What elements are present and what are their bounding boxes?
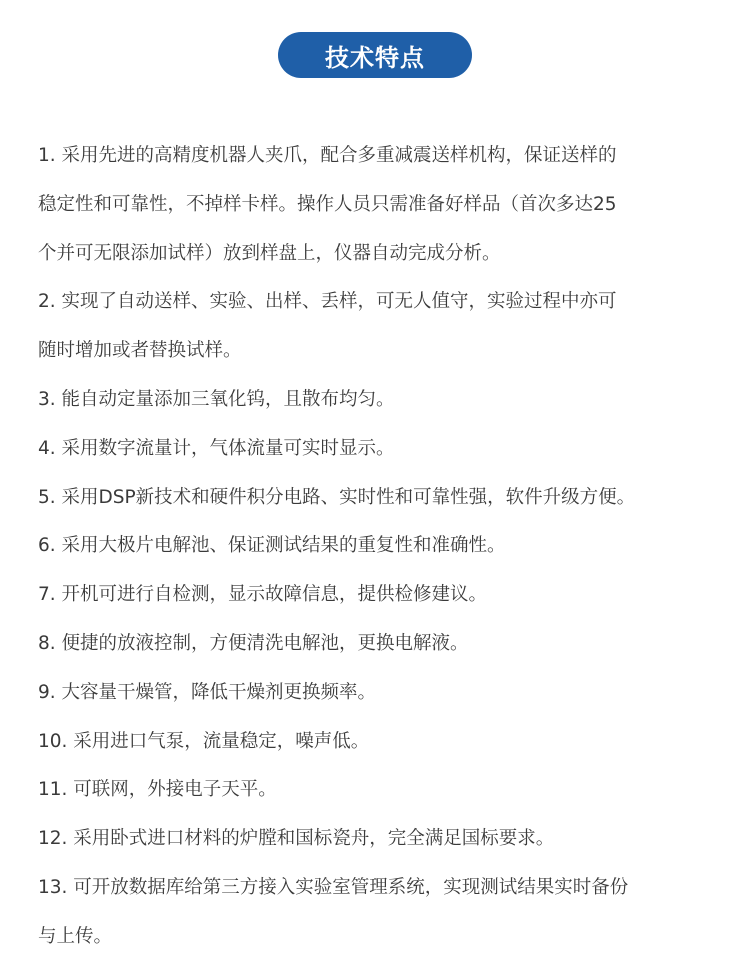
feature-item [38, 474, 728, 523]
feature-line: 13. 可开放数据库给第三方接入实验室管理系统，实现测试结果实时备份 [38, 876, 629, 898]
feature-line: 11. 可联网，外接电子天平。 [38, 779, 277, 801]
feature-line: 随时增加或者替换试样。 [38, 340, 242, 362]
header [0, 32, 750, 78]
feature-line: 3. 能自动定量添加三氧化钨，且散布均匀。 [38, 388, 395, 410]
feature-line: 8. 便捷的放液控制，方便清洗电解池，更换电解液。 [38, 632, 469, 654]
feature-line: 7. 开机可进行自检测，显示故障信息，提供检修建议。 [38, 584, 488, 606]
feature-item [38, 278, 728, 376]
feature-item [38, 571, 728, 620]
feature-item [38, 766, 728, 815]
feature-line: 1. 采用先进的高精度机器人夹爪，配合多重减震送样机构，保证送样的 [38, 145, 617, 166]
feature-item [38, 718, 728, 767]
feature-item [38, 376, 728, 425]
feature-item [38, 815, 728, 864]
feature-item [38, 864, 728, 962]
feature-line: 10. 采用进口气泵，流量稳定，噪声低。 [38, 730, 370, 752]
feature-line: 9. 大容量干燥管，降低干燥剂更换频率。 [38, 681, 377, 703]
feature-line: 个并可无限添加试样）放到样盘上，仪器自动完成分析。 [38, 242, 501, 264]
feature-list [38, 132, 728, 962]
feature-line: 与上传。 [38, 925, 113, 947]
feature-line: 2. 实现了自动送样、实验、出样、丢样，可无人值守，实验过程中亦可 [38, 291, 617, 313]
feature-item [38, 620, 728, 669]
feature-line: 6. 采用大极片电解池、保证测试结果的重复性和准确性。 [38, 535, 506, 557]
feature-line: 5. 采用DSP新技术和硬件积分电路、实时性和可靠性强，软件升级方便。 [38, 486, 636, 508]
feature-item [38, 522, 728, 571]
feature-line: 4. 采用数字流量计，气体流量可实时显示。 [38, 437, 395, 459]
feature-line: 12. 采用卧式进口材料的炉膛和国标瓷舟，完全满足国标要求。 [38, 828, 555, 850]
feature-item [38, 425, 728, 474]
feature-item [38, 669, 728, 718]
feature-line: 稳定性和可靠性，不掉样卡样。操作人员只需准备好样品（首次多达25 [38, 193, 617, 215]
section-title-badge: 技术特点 [278, 32, 472, 78]
feature-item [38, 132, 728, 278]
